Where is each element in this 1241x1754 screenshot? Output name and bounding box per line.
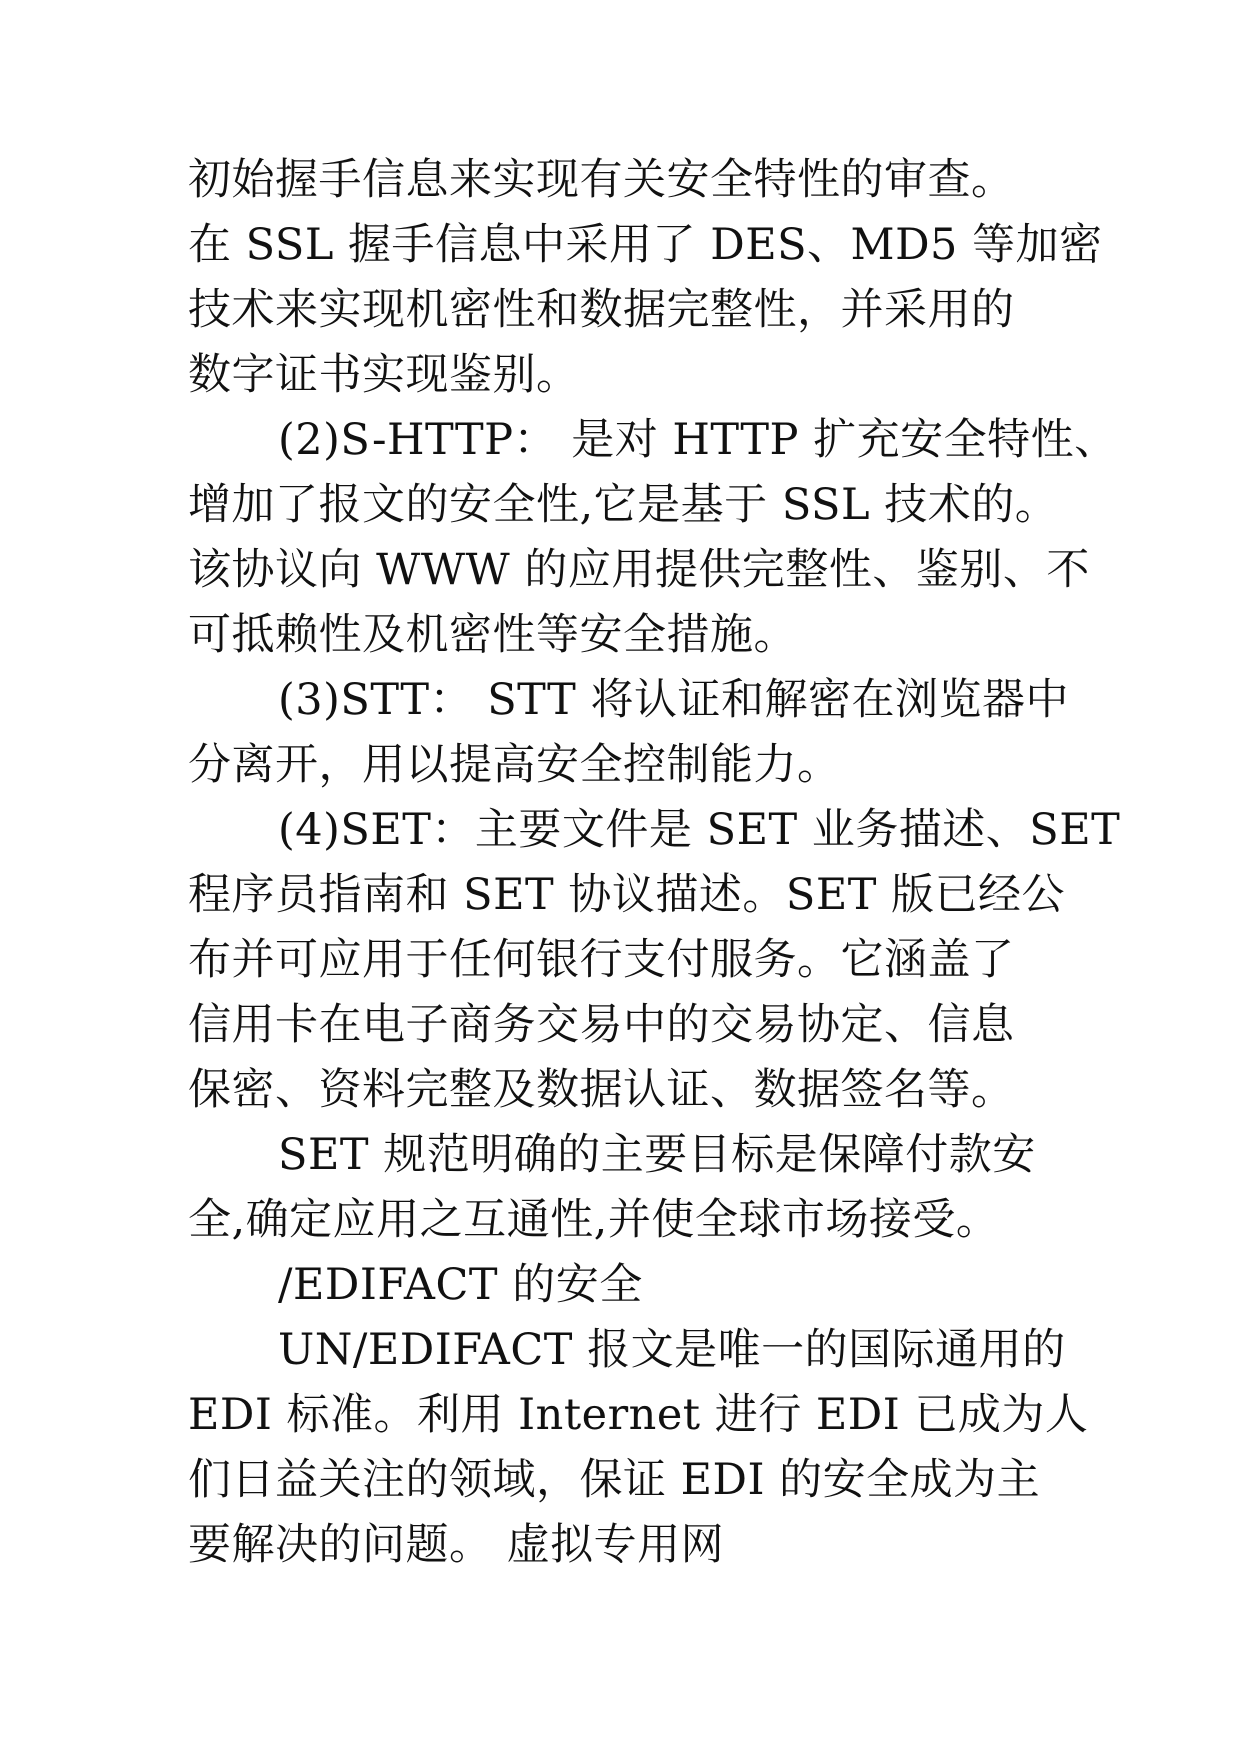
text-line: 布并可应用于任何银行支付服务。它涵盖了 [188, 935, 1015, 985]
text-line: 数字证书实现鉴别。 [188, 350, 580, 400]
text-line: 该协议向 WWW 的应用提供完整性、鉴别、不 [188, 545, 1090, 595]
text-line: 初始握手信息来实现有关安全特性的审查。 [188, 155, 1015, 205]
paragraph-start-line: SET 规范明确的主要目标是保障付款安 [278, 1130, 1036, 1180]
paragraph-start-line: (3)STT： STT 将认证和解密在浏览器中 [278, 675, 1069, 725]
text-line: 信用卡在电子商务交易中的交易协定、信息 [188, 1000, 1015, 1050]
text-line: 全,确定应用之互通性,并使全球市场接受。 [188, 1195, 1000, 1245]
section-heading: /EDIFACT 的安全 [278, 1260, 643, 1310]
paragraph-start-line: (4)SET：主要文件是 SET 业务描述、SET [278, 805, 1121, 855]
text-line: 要解决的问题。 虚拟专用网 [188, 1520, 725, 1570]
text-line: 可抵赖性及机密性等安全措施。 [188, 610, 797, 660]
text-line: 程序员指南和 SET 协议描述。SET 版已经公 [188, 870, 1066, 920]
text-line: 分离开，用以提高安全控制能力。 [188, 740, 841, 790]
text-line: 技术来实现机密性和数据完整性，并采用的 [188, 285, 1015, 335]
paragraph-start-line: UN/EDIFACT 报文是唯一的国际通用的 [278, 1325, 1066, 1375]
text-line: 们日益关注的领域，保证 EDI 的安全成为主 [188, 1455, 1041, 1505]
text-line: EDI 标准。利用 Internet 进行 EDI 已成为人 [188, 1390, 1089, 1440]
paragraph-start-line: (2)S-HTTP： 是对 HTTP 扩充安全特性、 [278, 415, 1118, 465]
text-line: 保密、资料完整及数据认证、数据签名等。 [188, 1065, 1015, 1115]
text-line: 增加了报文的安全性,它是基于 SSL 技术的。 [188, 480, 1059, 530]
text-line: 在 SSL 握手信息中采用了 DES、MD5 等加密 [188, 220, 1103, 270]
body-text [188, 148, 1121, 1578]
